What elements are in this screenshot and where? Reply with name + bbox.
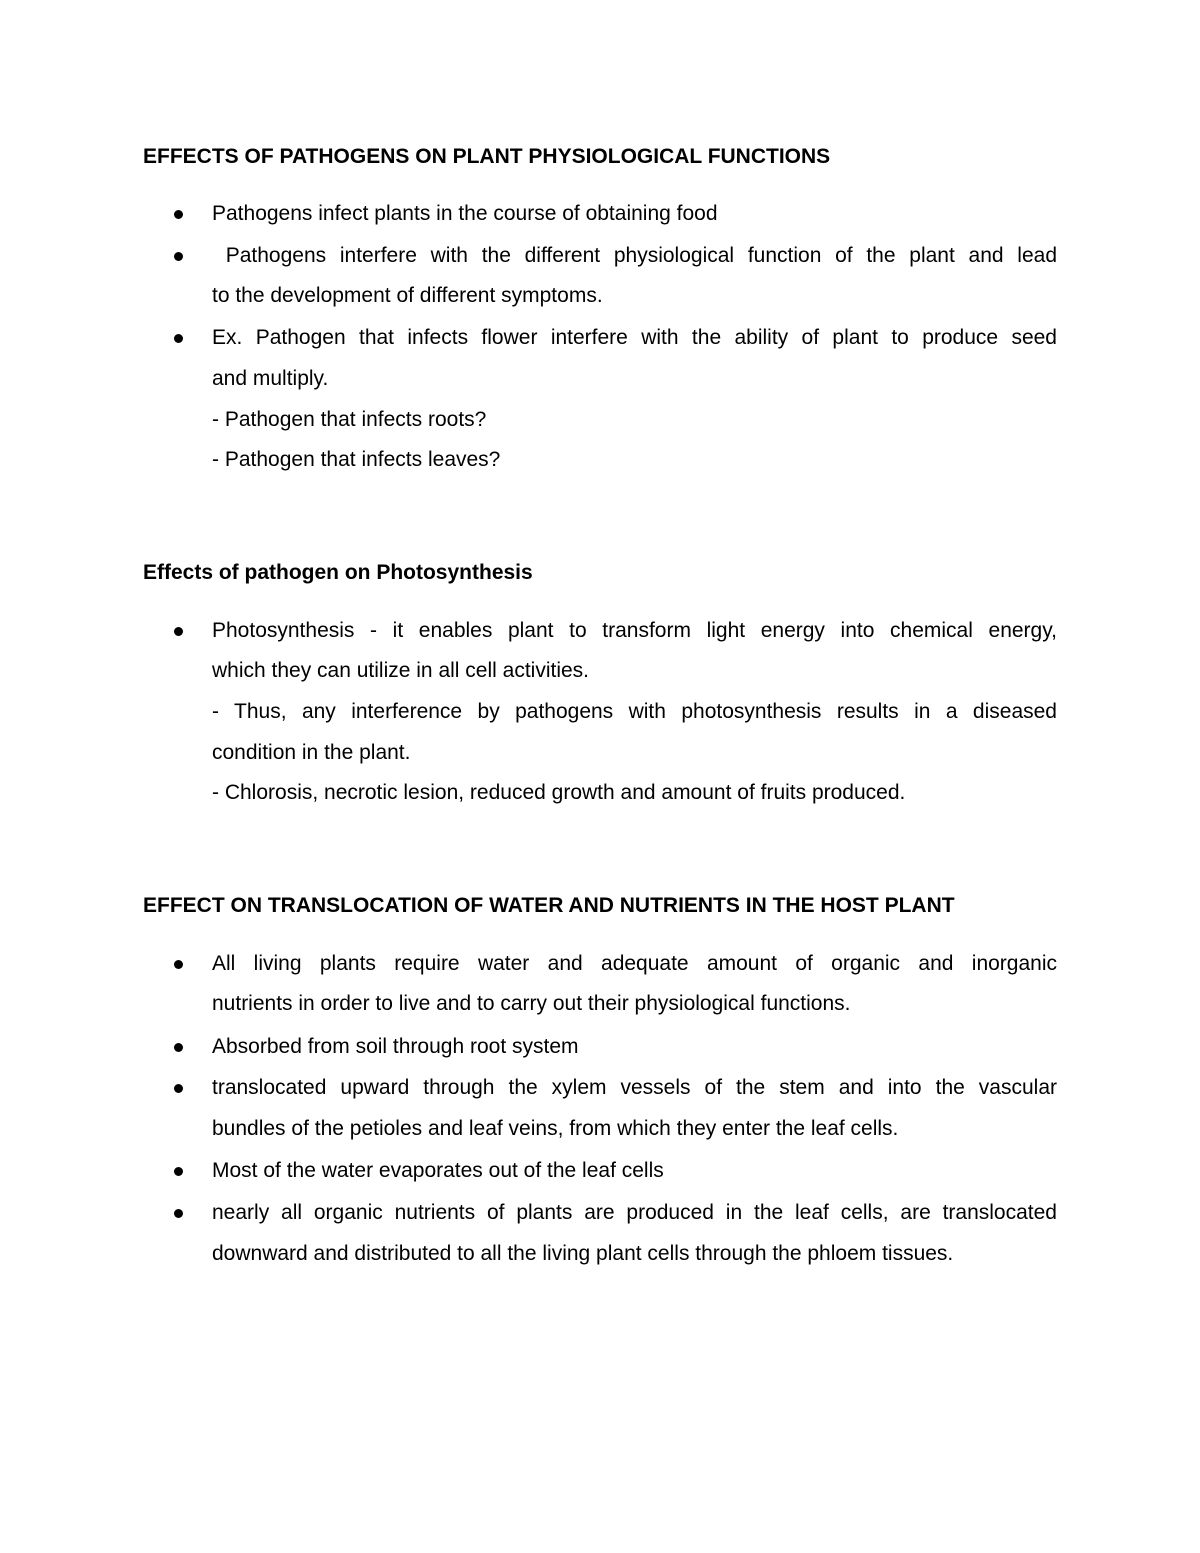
list-item-text: to the development of different symptoms. [212, 284, 603, 307]
bullet-icon [174, 627, 183, 636]
list-item-text: Photosynthesis - it enables plant to transform light energy into chemical energy, [212, 619, 1057, 642]
sub-item-text: condition in the plant. [212, 741, 411, 764]
list-item-text: bundles of the petioles and leaf veins, from which they enter the leaf cells. [212, 1117, 899, 1140]
section-heading-photosynthesis: Effects of pathogen on Photosynthesis [143, 561, 533, 584]
list-item-text: translocated upward through the xylem vessels of the stem and into the vascular [212, 1076, 1057, 1099]
bullet-icon [174, 960, 183, 969]
sub-item-text: - Pathogen that infects leaves? [212, 448, 501, 471]
list-item-text: nutrients in order to live and to carry out their physiological functions. [212, 992, 851, 1015]
list-item-text: downward and distributed to all the living plant cells through the phloem tissues. [212, 1242, 954, 1265]
list-item-text: Pathogens interfere with the different physiological function of the plant and lead [212, 244, 1057, 267]
bullet-icon [174, 1209, 183, 1218]
list-item-text: Pathogens infect plants in the course of obtaining food [212, 202, 718, 225]
list-item-text: and multiply. [212, 367, 329, 390]
sub-item-text: - Pathogen that infects roots? [212, 408, 487, 431]
sub-item-text: - Thus, any interference by pathogens with photosynthesis results in a diseased [212, 700, 1057, 723]
list-item-text: All living plants require water and adequate amount of organic and inorganic [212, 952, 1057, 975]
bullet-icon [174, 210, 183, 219]
bullet-icon [174, 252, 183, 261]
list-item-text: nearly all organic nutrients of plants are produced in the leaf cells, are translocated [212, 1201, 1057, 1224]
bullet-icon [174, 334, 183, 343]
bullet-icon [174, 1043, 183, 1052]
bullet-icon [174, 1167, 183, 1176]
list-item-text: Ex. Pathogen that infects flower interfere with the ability of plant to produce seed [212, 326, 1057, 349]
section-heading-physiological-functions: EFFECTS OF PATHOGENS ON PLANT PHYSIOLOGICAL FUNCTIONS [143, 145, 831, 168]
list-item-text: which they can utilize in all cell activities. [212, 659, 589, 682]
sub-item-text: - Chlorosis, necrotic lesion, reduced growth and amount of fruits produced. [212, 781, 906, 804]
section-heading-translocation: EFFECT ON TRANSLOCATION OF WATER AND NUTRIENTS IN THE HOST PLANT [143, 894, 955, 917]
list-item-text: Most of the water evaporates out of the leaf cells [212, 1159, 664, 1182]
bullet-icon [174, 1084, 183, 1093]
list-item-text: Absorbed from soil through root system [212, 1035, 579, 1058]
